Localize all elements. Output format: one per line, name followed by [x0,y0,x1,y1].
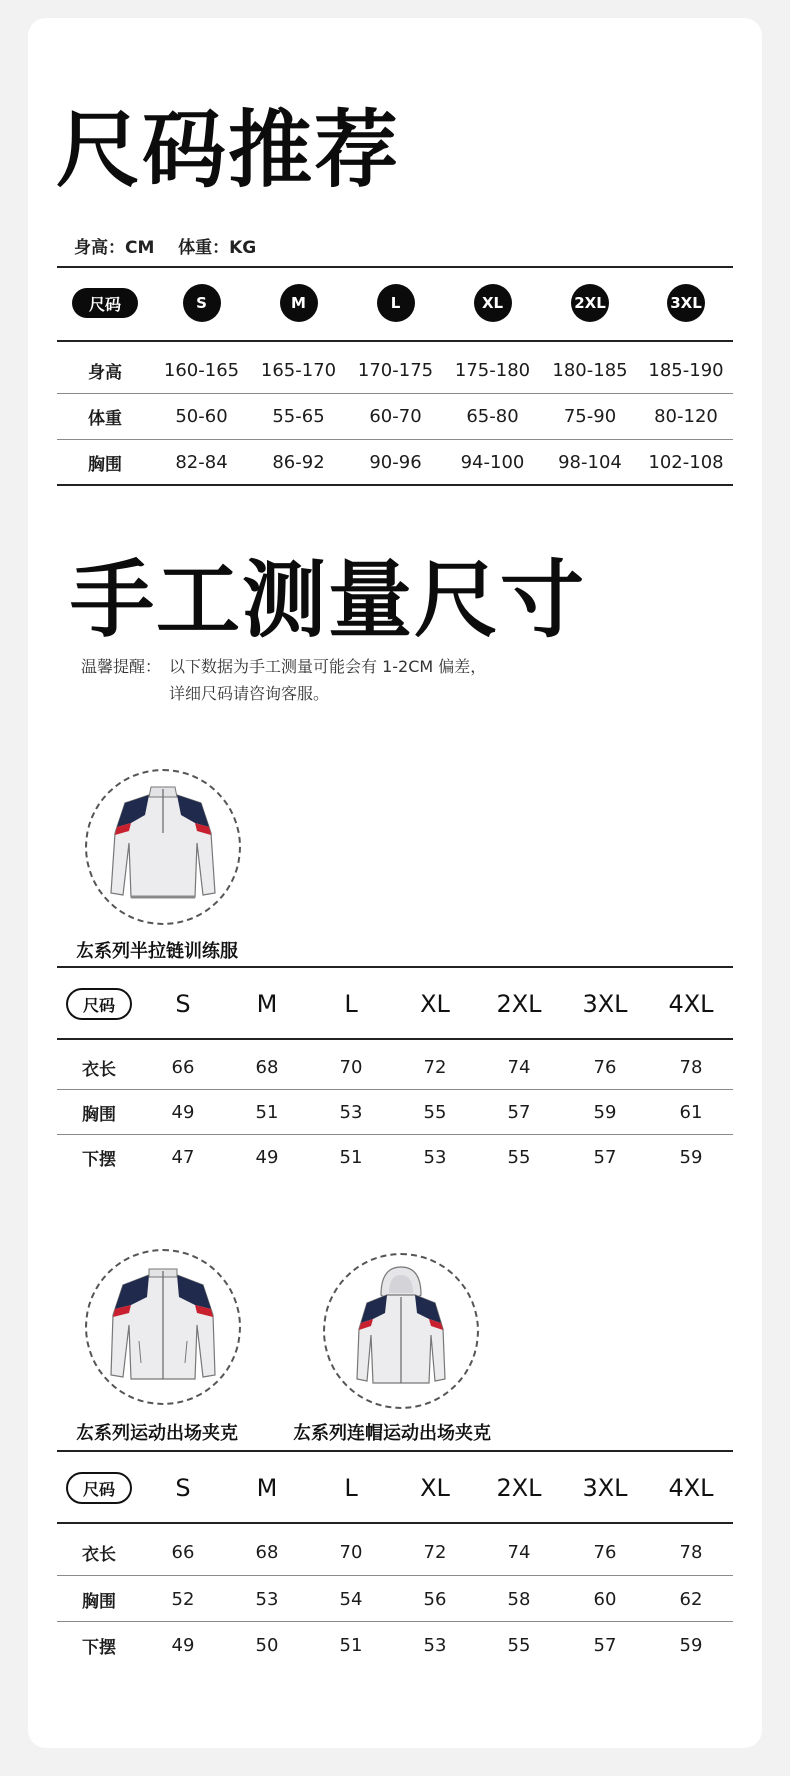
size-dot: S [183,284,221,322]
table-cell: 55 [423,1101,447,1123]
table-cell: 82-84 [175,451,228,473]
divider [57,1134,733,1135]
size-header-pill: 尺码 [66,988,132,1020]
divider [57,1621,733,1622]
table-cell: 50-60 [175,405,228,427]
table-cell: 55 [507,1634,531,1656]
table-cell: 60-70 [369,405,422,427]
table-cell: 47 [171,1146,195,1168]
table-row [57,397,733,435]
table-cell: 57 [593,1634,617,1656]
hooded-jacket-icon [325,1255,477,1407]
table-cell: 53 [339,1101,363,1123]
table-cell: 66 [171,1056,195,1078]
table-cell: 51 [339,1634,363,1656]
table-cell: 53 [423,1634,447,1656]
table-cell: 160-165 [163,359,240,381]
divider [57,1575,733,1576]
note-label: 温馨提醒： [81,657,162,676]
table-cell: 80-120 [654,405,718,427]
size-header: 4XL [668,1474,714,1502]
table-cell: 57 [593,1146,617,1168]
product-title: 厷系列运动出场夹克 [76,1423,238,1444]
table-cell: 74 [507,1541,531,1563]
table-cell: 185-190 [648,359,724,381]
divider [57,393,733,394]
table-cell: 78 [679,1541,703,1563]
size-header: 2XL [496,990,542,1018]
size-dot: XL [474,284,512,322]
table-cell: 65-80 [466,405,519,427]
table-cell: 50 [255,1634,279,1656]
row-label: 胸围 [88,454,122,475]
size-header-pill: 尺码 [66,1472,132,1504]
table-cell: 102-108 [648,451,724,473]
table-cell: 68 [255,1056,279,1078]
size-header: L [344,990,358,1018]
table-cell: 180-185 [552,359,628,381]
table-cell: 60 [593,1588,617,1610]
half-zip-jacket-image [85,769,241,925]
size-header: S [175,1474,191,1502]
table-row [57,351,733,389]
track-jacket-image [85,1249,241,1405]
table-cell: 55-65 [272,405,325,427]
table-cell: 72 [423,1541,447,1563]
table-cell: 86-92 [272,451,325,473]
hooded-jacket-image [323,1253,479,1409]
product1-header-row [57,984,733,1024]
table-cell: 49 [171,1634,195,1656]
row-label: 下摆 [82,1149,116,1170]
table-cell: 165-170 [260,359,337,381]
table-row [57,1138,733,1176]
table-cell: 51 [255,1101,279,1123]
table-cell: 59 [593,1101,617,1123]
table-row [57,1048,733,1086]
table-cell: 66 [171,1541,195,1563]
table-cell: 51 [339,1146,363,1168]
divider [57,966,733,968]
table-cell: 57 [507,1101,531,1123]
divider [57,1450,733,1452]
table-cell: 59 [679,1146,703,1168]
units-label: 身高：CM 体重：KG [74,238,257,258]
table-cell: 49 [171,1101,195,1123]
row-label: 衣长 [82,1544,116,1565]
size-header: S [175,990,191,1018]
row-label: 胸围 [82,1591,116,1612]
size-header: 2XL [496,1474,542,1502]
product-title: 厷系列连帽运动出场夹克 [293,1423,491,1444]
table-row [57,1580,733,1618]
row-label: 衣长 [82,1059,116,1080]
size-header-pill: 尺码 [72,288,138,318]
size-header: L [344,1474,358,1502]
half-zip-jacket-icon [87,771,239,923]
size-header: M [256,1474,278,1502]
size-header: 3XL [582,1474,628,1502]
table-row [57,1533,733,1571]
note-line-1: 以下数据为手工测量可能会有 1-2CM 偏差， [169,657,487,676]
divider [57,484,733,486]
table-cell: 61 [679,1101,703,1123]
table-row [57,1093,733,1131]
measure-title: 手工测量尺寸 [70,551,587,649]
table-cell: 75-90 [563,405,617,427]
table-row [57,1626,733,1664]
size-header: XL [420,990,450,1018]
divider [57,340,733,342]
row-label: 体重 [88,408,122,429]
divider [57,439,733,440]
table-cell: 54 [339,1588,363,1610]
divider [57,1522,733,1524]
row-label: 身高 [88,362,122,383]
table-cell: 70 [339,1541,363,1563]
table-cell: 76 [593,1056,617,1078]
table-cell: 90-96 [369,451,422,473]
table-cell: 58 [507,1588,531,1610]
table-cell: 78 [679,1056,703,1078]
table-cell: 56 [423,1588,447,1610]
recommend-title: 尺码推荐 [56,101,401,199]
divider [57,1089,733,1090]
table-cell: 53 [255,1588,279,1610]
table-cell: 49 [255,1146,279,1168]
table-cell: 94-100 [460,451,525,473]
table-cell: 175-180 [454,359,531,381]
track-jacket-icon [87,1251,239,1403]
row-label: 胸围 [82,1104,116,1125]
table-cell: 59 [679,1634,703,1656]
size-dot: L [377,284,415,322]
row-label: 下摆 [82,1637,116,1658]
note-line-2: 详细尺码请咨询客服。 [169,684,330,703]
size-dot: M [280,284,318,322]
size-dot: 2XL [571,284,609,322]
size-header: 3XL [582,990,628,1018]
table-cell: 76 [593,1541,617,1563]
table-cell: 53 [423,1146,447,1168]
size-dot: 3XL [667,284,705,322]
size-header: 4XL [668,990,714,1018]
table-cell: 170-175 [357,359,434,381]
product-title: 厷系列半拉链训练服 [76,941,238,962]
table-row [57,443,733,481]
table-cell: 98-104 [558,451,622,473]
table-cell: 70 [339,1056,363,1078]
divider [57,266,733,268]
table-cell: 52 [171,1588,195,1610]
table-cell: 68 [255,1541,279,1563]
product2-header-row [57,1468,733,1508]
recommend-header-row [57,282,733,324]
table-cell: 72 [423,1056,447,1078]
table-cell: 62 [679,1588,703,1610]
table-cell: 55 [507,1146,531,1168]
size-header: XL [420,1474,450,1502]
size-header: M [256,990,278,1018]
table-cell: 74 [507,1056,531,1078]
divider [57,1038,733,1040]
